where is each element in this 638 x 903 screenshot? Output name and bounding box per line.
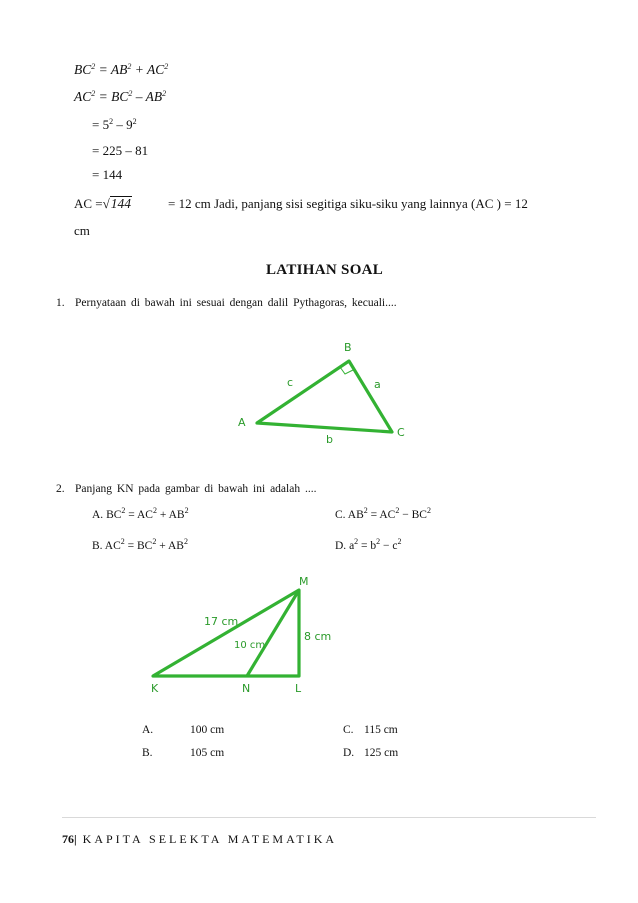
answer-d-value: 125 cm: [364, 747, 399, 759]
equation-step-1: = $5^2 - 9^2$: [92, 117, 137, 132]
option-c: C. $AB^2 = AC^2 - BC^2$: [335, 506, 431, 521]
label-b-lower: b: [326, 433, 333, 446]
label-c: C: [397, 426, 405, 439]
segment-nm: [247, 590, 299, 676]
answer-a-letter: A.: [142, 724, 154, 736]
triangle-kml: [153, 590, 299, 676]
question-1-number: 1.: [56, 297, 65, 309]
equation-step-2: = 225 – 81: [92, 143, 149, 158]
label-a: A: [238, 416, 246, 429]
sqrt-icon: √: [102, 196, 110, 211]
label-c-lower: c: [287, 376, 294, 389]
answer-b-letter: B.: [142, 747, 153, 759]
footer-divider: [62, 817, 596, 818]
triangle-abc-figure: [238, 341, 405, 446]
label-b: B: [344, 341, 352, 354]
answer-a-value: 100 cm: [190, 724, 225, 736]
page-footer: [62, 832, 337, 847]
label-a-lower: a: [374, 378, 381, 391]
answer-c-value: 115 cm: [364, 724, 398, 736]
label-m: M: [299, 575, 309, 588]
answer-b-value: 105 cm: [190, 747, 225, 759]
right-angle-mark: [340, 367, 353, 374]
equation-2: $AC^2 = BC^2 - AB^2$: [74, 89, 167, 104]
equation-step-3: = 144: [92, 167, 123, 182]
page-number: 76: [62, 832, 74, 846]
ac-result-sentence: = 12 cm Jadi, panjang sisi segitiga siku-siku yang lainnya (AC ) = 12: [168, 196, 528, 211]
label-10cm: 10 cm: [234, 640, 266, 651]
equation-1: $BC^2 = AB^2 + AC^2$: [74, 62, 169, 77]
answer-c-letter: C.: [343, 724, 354, 736]
sqrt-radicand: 144: [110, 196, 132, 211]
question-1-text: Pernyataan di bawah ini sesuai dengan dalil Pythagoras, kecuali....: [75, 297, 397, 309]
triangle-abc: [257, 361, 392, 432]
label-8cm: 8 cm: [304, 630, 332, 643]
triangle-kml-figure: [151, 575, 331, 695]
option-b: B. $AC^2 = BC^2 + AB^2$: [92, 537, 188, 552]
footer-separator: |: [74, 832, 77, 846]
label-k: K: [151, 682, 159, 695]
option-d: D. $a^2 = b^2 - c^2$: [335, 537, 402, 552]
answer-d-letter: D.: [343, 747, 355, 759]
label-l: L: [295, 682, 302, 695]
section-title: LATIHAN SOAL: [266, 262, 384, 278]
book-title: KAPITA SELEKTA MATEMATIKA: [82, 832, 338, 846]
ac-prefix: AC =: [74, 196, 103, 211]
question-2-text: Panjang KN pada gambar di bawah ini adalah ....: [75, 483, 317, 495]
ac-result-unit: cm: [74, 223, 90, 238]
option-a: A. $BC^2 = AC^2 + AB^2$: [92, 506, 189, 521]
question-2-number: 2.: [56, 483, 65, 495]
label-n: N: [242, 682, 251, 695]
label-17cm: 17 cm: [204, 615, 239, 628]
